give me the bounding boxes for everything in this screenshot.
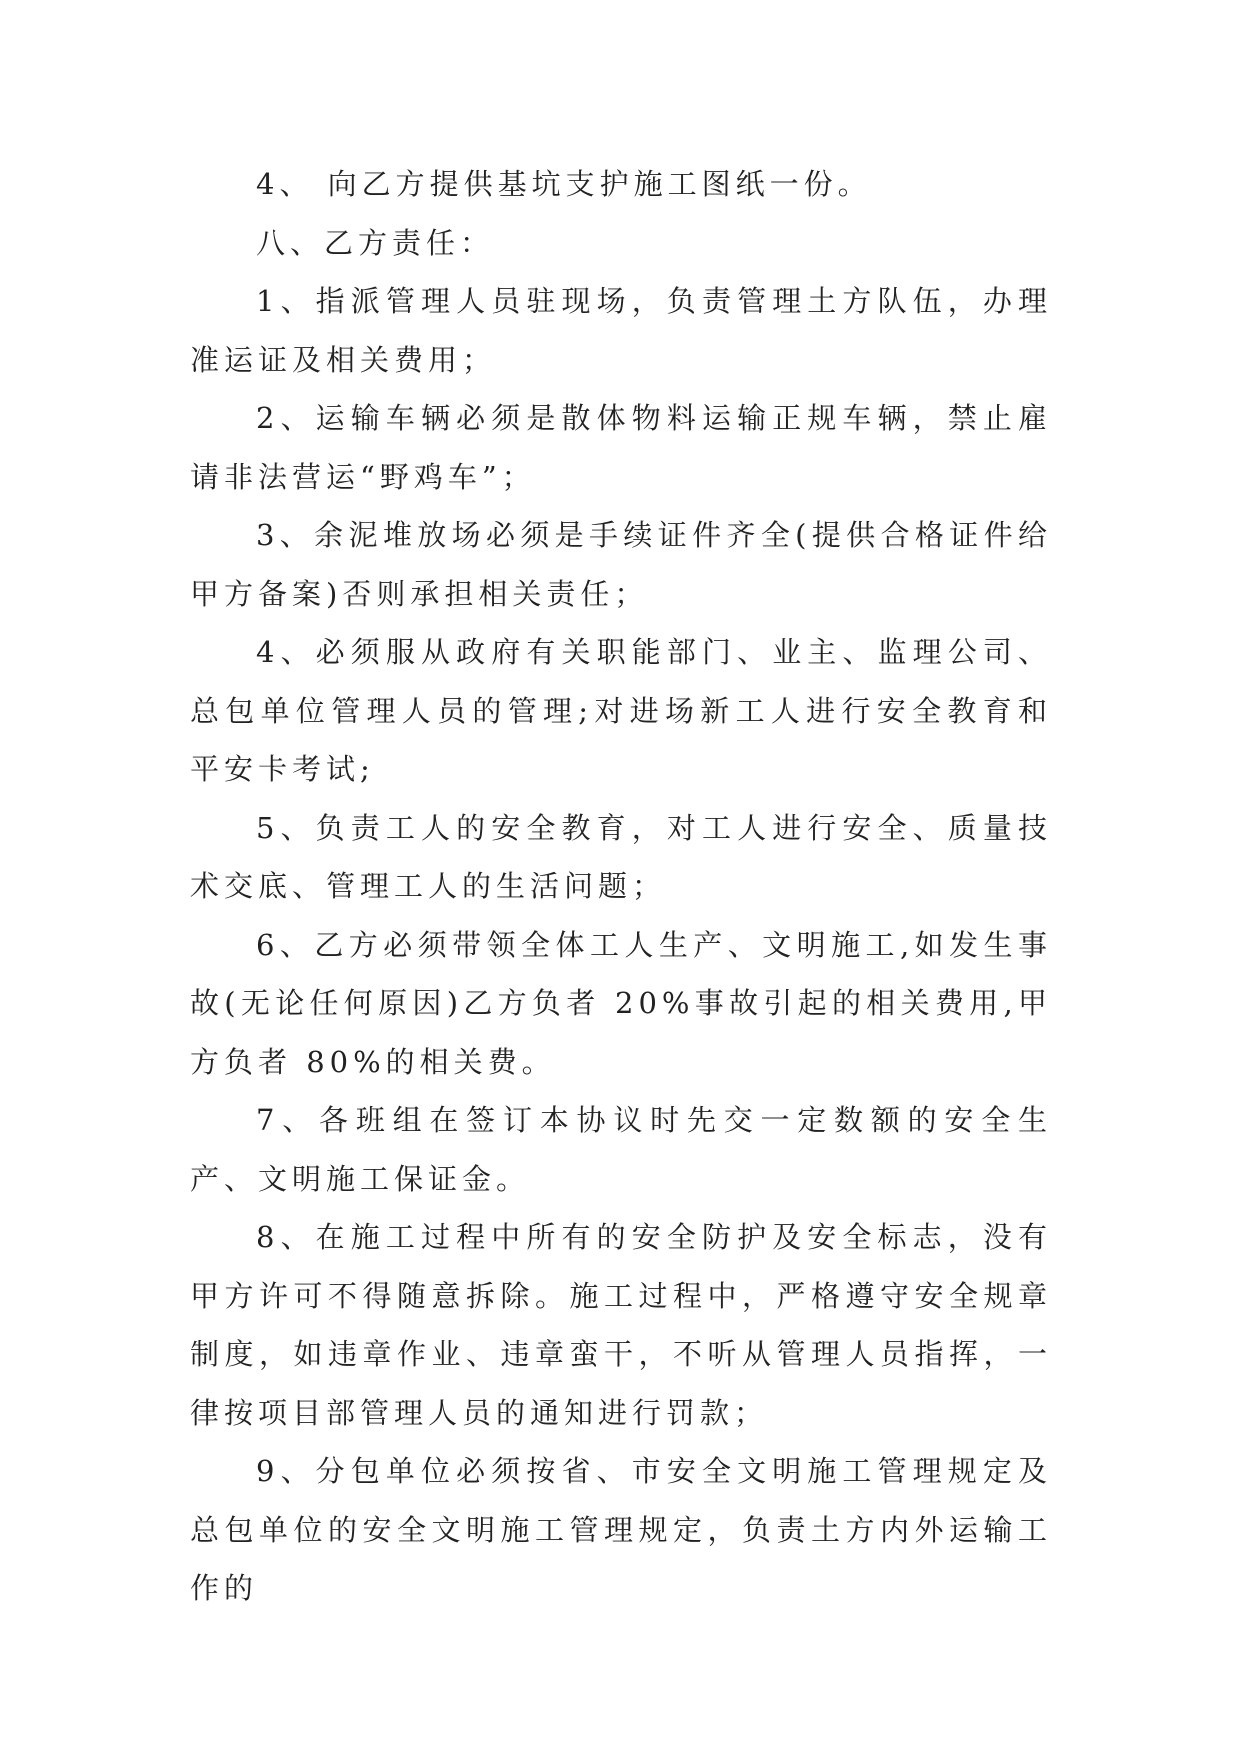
paragraph-item-3: 3、余泥堆放场必须是手续证件齐全(提供合格证件给甲方备案)否则承担相关责任； [190, 518, 1052, 611]
paragraph-item-7: 7、各班组在签订本协议时先交一定数额的安全生产、文明施工保证金。 [190, 1103, 1052, 1196]
paragraph-supply-drawings: 4、 向乙方提供基坑支护施工图纸一份。 [256, 167, 872, 201]
paragraph-item-5: 5、负责工人的安全教育，对工人进行安全、质量技术交底、管理工人的生活问题； [190, 810, 1052, 903]
paragraph-item-9: 9、分包单位必须按省、市安全文明施工管理规定及总包单位的安全文明施工管理规定，负责土方内外运输工作的 [190, 1454, 1052, 1605]
paragraph-item-4: 4、必须服从政府有关职能部门、业主、监理公司、总包单位管理人员的管理;对进场新工人进行安全教育和平安卡考试; [190, 635, 1052, 786]
paragraph-item-1: 1、指派管理人员驻现场，负责管理土方队伍，办理准运证及相关费用； [190, 284, 1052, 377]
document-body [190, 155, 1052, 1618]
section-heading-party-b-duties: 八、乙方责任： [256, 225, 495, 260]
paragraph-item-8: 8、在施工过程中所有的安全防护及安全标志，没有甲方许可不得随意拆除。施工过程中，严格遵守安全规章制度，如违章作业、违章蛮干，不听从管理人员指挥，一律按项目部管理人员的通知进行罚款； [190, 1220, 1052, 1430]
paragraph-item-6: 6、乙方必须带领全体工人生产、文明施工,如发生事故(无论任何原因)乙方负者 20%事故引起的相关费用,甲方负者 80%的相关费。 [190, 927, 1052, 1079]
paragraph-item-2: 2、运输车辆必须是散体物料运输正规车辆，禁止雇请非法营运“野鸡车”； [190, 401, 1052, 494]
